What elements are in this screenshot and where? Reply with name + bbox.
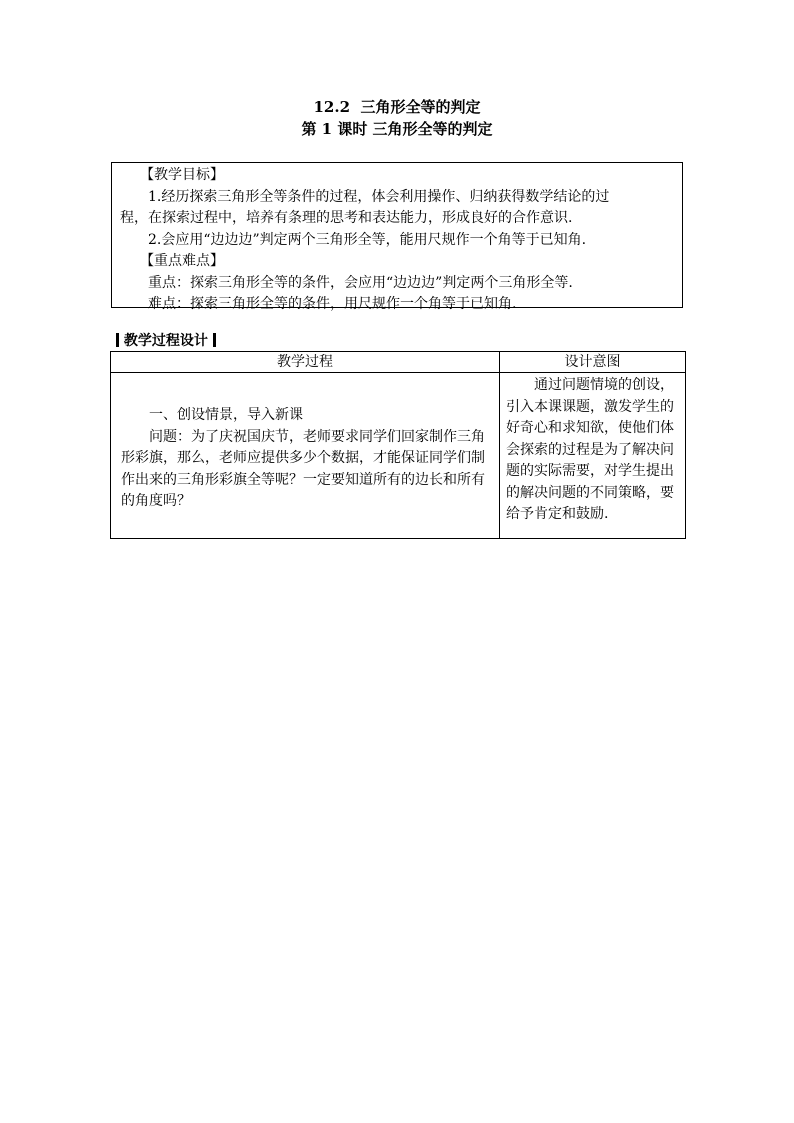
section-label bbox=[116, 332, 216, 350]
key-point: 重点：探索三角形全等的条件，会应用“边边边”判定两个三角形全等. bbox=[148, 274, 573, 291]
section-bar-left bbox=[116, 333, 119, 347]
step-question: 问题：为了庆祝国庆节，老师要求同学们回家制作三角形彩旗，那么，老师应提供多少个数据，才能保证同学们制作出来的三角形彩旗全等呢？一定要知道所有的边长和所有的角度吗？ bbox=[121, 428, 485, 509]
header-teaching-process: 教学过程 bbox=[111, 352, 500, 373]
document-title bbox=[0, 96, 794, 140]
process-table bbox=[110, 351, 686, 539]
objectives-heading: 【教学目标】 bbox=[140, 167, 224, 183]
goal-2: 2.会应用“边边边”判定两个三角形全等，能用尺规作一个角等于已知角. bbox=[148, 231, 587, 248]
objectives-box bbox=[111, 162, 683, 312]
section-label-text: 教学过程设计 bbox=[123, 333, 208, 349]
section-bar-right bbox=[213, 333, 216, 347]
process-cell bbox=[111, 373, 500, 539]
intent-text: 通过问题情境的创设，引入本课课题，激发学生的好奇心和求知欲，使他们体会探索的过程是为了解决问题的实际需要，对学生提出的解决问题的不同策略，要给予肯定和鼓励. bbox=[506, 377, 674, 522]
difficulty-point: 难点：探索三角形全等的条件，用尺规作一个角等于已知角. bbox=[148, 296, 517, 312]
goal-1-line-2: 程，在探索过程中，培养有条理的思考和表达能力，形成良好的合作意识. bbox=[120, 210, 573, 226]
key-difficulty-heading: 【重点难点】 bbox=[140, 253, 224, 269]
intent-cell bbox=[500, 373, 686, 539]
table-row bbox=[111, 373, 686, 539]
title-section-number: 12.2 三角形全等的判定 bbox=[313, 98, 481, 116]
header-design-intent: 设计意图 bbox=[500, 352, 686, 373]
step-title: 一、创设情景，导入新课 bbox=[149, 407, 303, 423]
goal-1-line-1: 1.经历探索三角形全等条件的过程，体会利用操作、归纳获得数学结论的过 bbox=[148, 188, 610, 205]
table-header-row bbox=[111, 352, 686, 373]
title-lesson: 第 1 课时 三角形全等的判定 bbox=[301, 120, 493, 138]
